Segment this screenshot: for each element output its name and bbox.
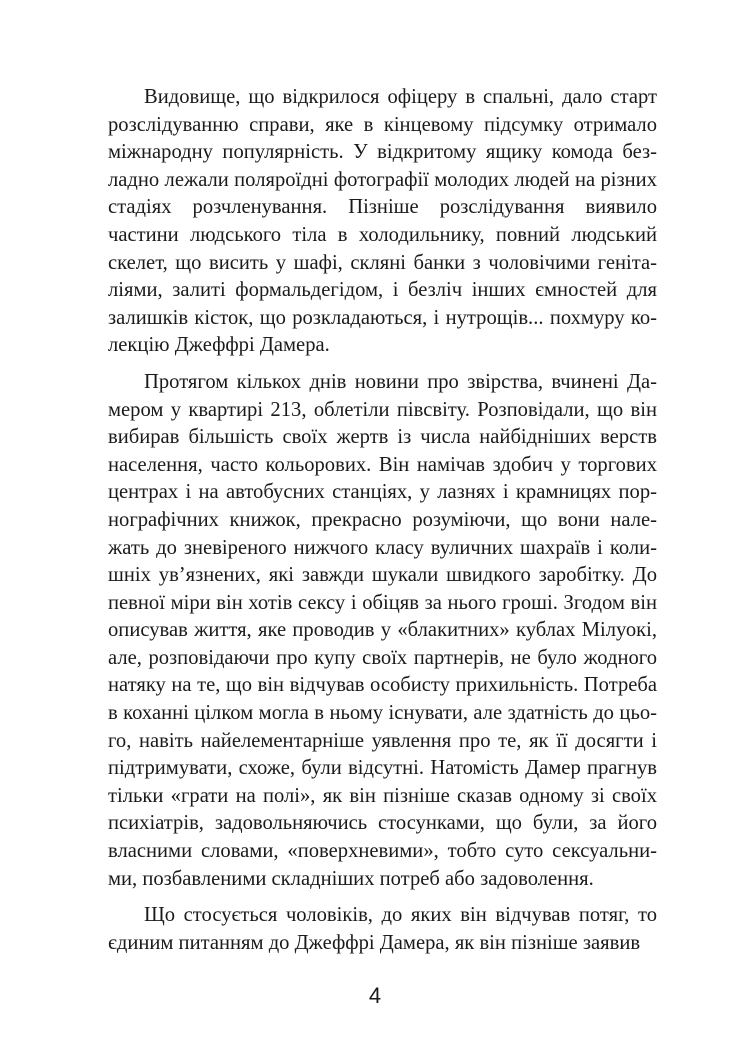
body-text: [108, 84, 657, 966]
paragraph-1: Видовище, що відкрилося офіцеру в спальні, дало старт розслідуванню справи, яке в кінцевому підсумку отримало міжнародну популярність. У відкритому ящику комода безладно лежали поляроїдні фотографії молодих людей на різних стадіях розчленування. Пізніше розслідування виявило частини людського тіла в холодильнику, повний людський скелет, що висить у шафі, скляні банки з чоловічими геніталіями, залиті формальдегідом, і безліч інших ємностей для залишків кісток, що розкладаються, і нутрощів... похмуру колекцію Джеффрі Дамера.: [108, 86, 657, 357]
paragraph-3: Що стосується чоловіків, до яких він відчував потяг, то єдиним питанням до Джеффрі Дамера, як він пізніше заявив: [108, 904, 657, 954]
page-number: 4: [368, 983, 382, 1008]
paragraph-2: Протягом кількох днів новини про звірства, вчинені Дамером у квартирі 213, облетіли півсвіту. Розповідали, що він вибирав більшість своїх жертв із числа найбідніших верств населення, часто кольорових. Він намічав здобич у торгових центрах і на автобусних станціях, у лазнях і крамницях порнографічних книжок, прекрасно розуміючи, що вони належать до зневіреного нижчого класу вуличних шахраїв і колишніх ув’язнених, які завжди шукали швидкого заробітку. До певної міри він хотів сексу і обіцяв за нього гроші. Згодом він описував життя, яке проводив у «блакитних» кублах Мілуокі, але, розповідаючи про купу своїх партнерів, не було жодного натяку на те, що він відчував особисту прихильність. Потреба в коханні цілком могла в ньому існувати, але здатність до цього, навіть найелементарніше уявлення про те, як її досягти і підтримувати, схоже, були відсутні. Натомість Дамер прагнув тільки «грати на полі», як він пізніше сказав одному зі своїх психіатрів, задовольняючись стосунками, що були, за його власними словами, «поверхневими», тобто суто сексуальними, позбавленими складніших потреб або задоволення.: [108, 370, 657, 890]
